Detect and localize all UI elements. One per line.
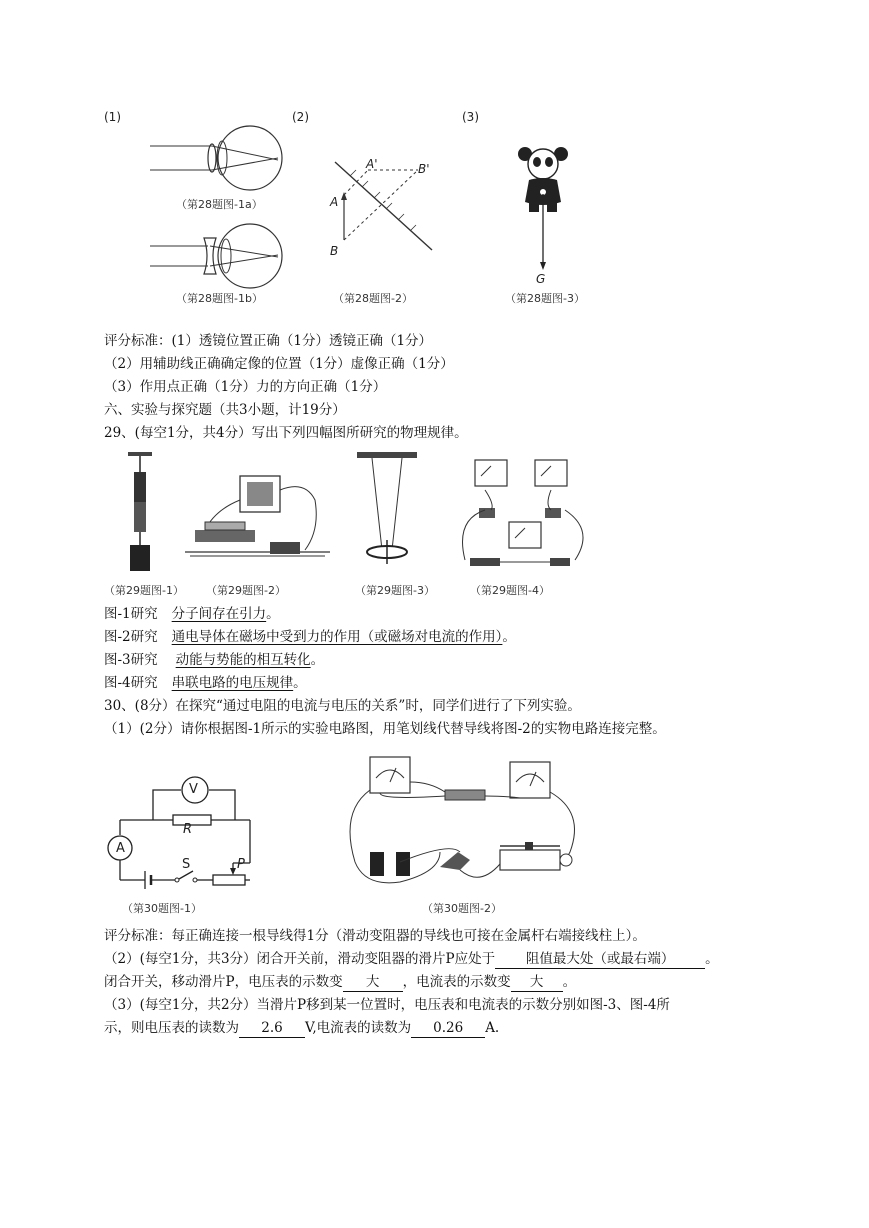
- fig28-label-3: (3): [462, 110, 479, 124]
- figure-29-2-motor-rail: [185, 470, 335, 575]
- q30-p2-text-c: 闭合开关，移动滑片P，电压表的示数变: [104, 974, 343, 990]
- resistor-label: R: [183, 822, 193, 837]
- figure-29-3-maxwell-wheel: [352, 450, 422, 580]
- figure-29-4-series-circuit-voltmeters: [455, 450, 590, 578]
- q30-p3-text-c: V,电流表的读数为: [305, 1020, 412, 1036]
- answer-29-2-text: 通电导体在磁场中受到力的作用（或磁场对电流的作用）: [171, 629, 503, 645]
- caption-30-1: （第30题图-1）: [122, 902, 202, 915]
- caption-29-1: （第29题图-1）: [104, 584, 184, 597]
- answer-29-2-prefix: 图-2研究: [104, 629, 158, 645]
- caption-28-1a: （第28题图-1a）: [176, 198, 263, 211]
- voltmeter-label: V: [189, 782, 198, 797]
- fig28-label-1: (1): [104, 110, 121, 124]
- caption-29-3: （第29题图-3）: [355, 584, 435, 597]
- question-30-part-3-line-1: （3）(每空1分，共2分）当滑片P移到某一位置时，电压表和电流表的示数分别如图-3、图-4所: [104, 997, 670, 1013]
- scoring-30: 评分标准：每正确连接一根导线得1分（滑动变阻器的导线也可接在金属杆右端接线柱上）。: [104, 928, 646, 944]
- figure-29-1-lead-cylinders: [110, 450, 170, 580]
- caption-29-4: （第29题图-4）: [470, 584, 550, 597]
- caption-29-2: （第29题图-2）: [206, 584, 286, 597]
- q30-p3-text-b: 示，则电压表的读数为: [104, 1020, 239, 1036]
- answer-30-2-ammeter-change: 大: [511, 973, 563, 992]
- answer-29-3-suffix: 。: [310, 652, 325, 668]
- answer-30-2-voltmeter-change: 大: [343, 973, 403, 992]
- scoring-28-line-1: 评分标准：(1）透镜位置正确（1分）透镜正确（1分）: [104, 333, 433, 349]
- q30-p2-text-e: 。: [562, 974, 577, 990]
- question-30-part-3-line-2: [104, 1017, 499, 1039]
- figure-28-3-mascot-gravity: [515, 140, 575, 280]
- switch-label: S: [182, 857, 191, 872]
- scoring-28-line-2: （2）用辅助线正确确定像的位置（1分）虚像正确（1分）: [104, 356, 454, 372]
- answer-29-4: [104, 672, 307, 694]
- answer-29-2-suffix: 。: [502, 629, 516, 645]
- caption-28-2: （第28题图-2）: [333, 292, 413, 305]
- scoring-28-line-3: （3）作用点正确（1分）力的方向正确（1分）: [104, 379, 387, 395]
- caption-28-3: （第28题图-3）: [505, 292, 585, 305]
- answer-30-2-slider-position: 阻值最大处（或最右端）: [495, 950, 705, 969]
- q30-p2-text-a: （2）(每空1分，共3分）闭合开关前，滑动变阻器的滑片P应处于: [104, 951, 496, 967]
- q30-p2-text-d: ，电流表的示数变: [402, 974, 511, 990]
- slider-label: P: [237, 857, 245, 872]
- question-30-stem: 30、(8分）在探究“通过电阻的电流与电压的关系”时，同学们进行了下列实验。: [104, 698, 581, 714]
- answer-30-3-current: 0.26: [411, 1019, 485, 1038]
- point-b-prime: B': [418, 162, 430, 176]
- point-b: B: [330, 244, 339, 258]
- answer-29-4-text: 串联电路的电压规律: [171, 675, 294, 691]
- answer-30-3-voltage: 2.6: [239, 1019, 305, 1038]
- answer-29-3: [104, 649, 324, 671]
- answer-29-1-prefix: 图-1研究: [104, 606, 158, 622]
- question-30-part-2-line-2: [104, 971, 576, 993]
- answer-29-4-suffix: 。: [293, 675, 307, 691]
- question-30-part-1: （1）(2分）请你根据图-1所示的实验电路图，用笔划线代替导线将图-2的实物电路连接完整。: [104, 721, 666, 737]
- fig28-label-2: (2): [292, 110, 309, 124]
- question-29-stem: 29、(每空1分，共4分）写出下列四幅图所研究的物理规律。: [104, 425, 468, 441]
- point-a-prime: A': [366, 157, 378, 171]
- point-a: A: [330, 195, 339, 209]
- ammeter-label: A: [116, 841, 125, 856]
- figure-28-1a-eye-convex: [150, 120, 280, 200]
- answer-29-1-text: 分子间存在引力: [171, 606, 267, 622]
- q30-p3-text-d: A.: [485, 1020, 500, 1036]
- figure-28-2-plane-mirror: [320, 150, 450, 260]
- answer-29-1-suffix: 。: [266, 606, 280, 622]
- point-g: G: [536, 272, 546, 286]
- answer-29-2: [104, 626, 516, 648]
- figure-30-2-real-circuit: [340, 752, 585, 897]
- q30-p2-text-b: 。: [705, 951, 719, 967]
- figure-28-1b-eye-concave: [150, 218, 280, 298]
- answer-29-1: [104, 603, 280, 625]
- caption-28-1b: （第28题图-1b）: [176, 292, 263, 305]
- answer-29-3-text: 动能与势能的相互转化: [175, 652, 311, 668]
- answer-29-4-prefix: 图-4研究: [104, 675, 158, 691]
- answer-29-3-prefix: 图-3研究: [104, 652, 158, 668]
- question-30-part-2-line-1: [104, 948, 719, 970]
- section-6-heading: 六、实验与探究题（共3小题，计19分）: [104, 402, 346, 418]
- caption-30-2: （第30题图-2）: [422, 902, 502, 915]
